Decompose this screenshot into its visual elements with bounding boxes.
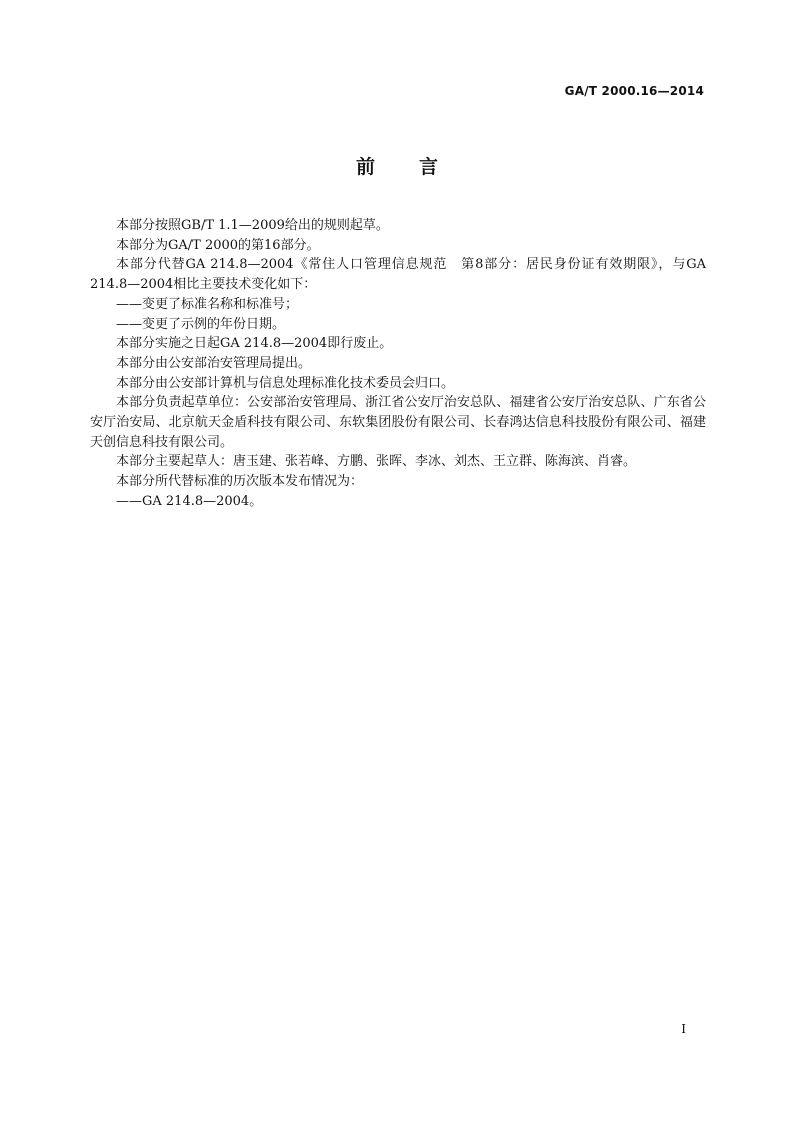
paragraph-abolish: 本部分实施之日起GA 214.8—2004即行废止。	[116, 336, 393, 352]
list-item-change-dates: ——变更了示例的年份日期。	[116, 316, 286, 332]
paragraph-drafters: 本部分主要起草人：唐玉建、张若峰、方鹏、张晖、李冰、刘杰、王立群、陈海滨、肖睿。	[116, 454, 637, 470]
paragraph-proposer: 本部分由公安部治安管理局提出。	[116, 355, 312, 371]
list-item-history-version: ——GA 214.8—2004。	[116, 493, 263, 509]
foreword-body	[90, 216, 706, 512]
document-code: GA/T 2000.16—2014	[564, 84, 704, 98]
paragraph-committee: 本部分由公安部计算机与信息处理标准化技术委员会归口。	[116, 375, 455, 391]
paragraph-replaces: 本部分代替GA 214.8—2004《常住人口管理信息规范 第8部分：居民身份证有效期限》，与GA 214.8—2004相比主要技术变化如下：	[90, 257, 706, 293]
paragraph-drafting-units: 本部分负责起草单位：公安部治安管理局、浙江省公安厅治安总队、福建省公安厅治安总队、广东省公安厅治安局、北京航天金盾科技有限公司、东软集团股份有限公司、长春鸿达信息科技股份有限公司、福建天创信息科技有限公司。	[90, 395, 706, 450]
page-title: 前言	[355, 156, 482, 178]
paragraph-part-number: 本部分为GA/T 2000的第16部分。	[116, 237, 320, 253]
page-number: I	[681, 1022, 686, 1036]
list-item-change-name: ——变更了标准名称和标准号；	[116, 296, 299, 312]
paragraph-history: 本部分所代替标准的历次版本发布情况为：	[116, 474, 364, 490]
paragraph-drafting-rules: 本部分按照GB/T 1.1—2009给出的规则起草。	[116, 218, 389, 233]
